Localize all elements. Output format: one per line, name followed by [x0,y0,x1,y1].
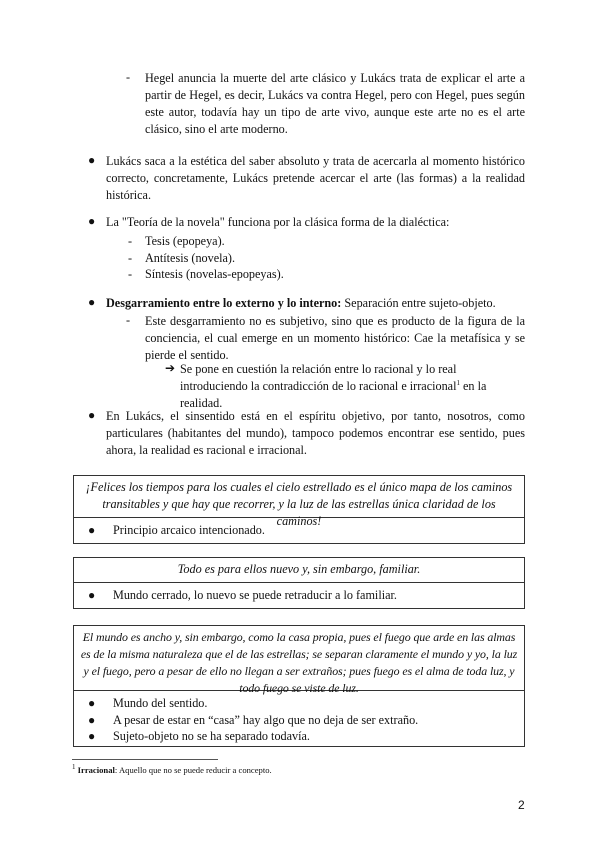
list-item-text: A pesar de estar en “casa” hay algo que no deja de ser extraño. [113,712,419,727]
list-item-text: Sujeto-objeto no se ha separado todavía. [113,729,310,743]
bullet-text: La "Teoría de la novela" funciona por la clásica forma de la dialéctica: [106,215,450,229]
list-item: ● Mundo cerrado, lo nuevo se puede retraducir a lo familiar. [88,588,397,602]
list-item: - Antítesis (novela). [128,250,236,265]
list-item-text: Síntesis (novelas-epopeyas). [145,267,284,281]
footnote-separator [72,759,218,760]
quote-box-1 [73,475,525,544]
intro-paragraph: Hegel anuncia la muerte del arte clásico y Lukács trata de explicar el arte a partir de Hegel, es decir, Lukács va contra Hegel, pero con Hegel, pues según este autor, todavía hay un tipo de arte vivo, aunque este arte no es el arte clásico, sino el arte moderno. [145,71,525,136]
dash-text: Este desgarramiento no es subjetivo, sino que es producto de la figura de la conciencia, el cual emerge en un momento histórico: Cae la metafísica y se pierde el sentido. [145,314,525,362]
list-item: ● A pesar de estar en “casa” hay algo que no deja de ser extraño. [88,712,419,727]
desgarramiento-dash-item [126,313,525,364]
bullet-item-aesthetics [88,153,525,204]
bold-term: Desgarramiento entre lo externo y lo interno: [106,296,342,310]
bullet-marker: ● [88,153,96,167]
quote-text: ¡Felices los tiempos para los cuales el cielo estrellado es el único mapa de los caminos transitables y que hay que recorrer, y la luz de las estrellas única claridad de los caminos! [85,480,513,528]
list-item-text: Mundo cerrado, lo nuevo se puede retraducir a lo familiar. [113,588,397,602]
list-item: ● Sujeto-objeto no se ha separado todavía. [88,729,310,743]
footnote-text: : Aquello que no se puede reducir a concepto. [114,765,272,775]
box-list [74,695,524,745]
arrow-item [165,361,525,412]
list-item: ● Principio arcaico intencionado. [88,523,265,537]
bullet-item-desgarramiento [88,295,525,410]
quote-box-2 [73,557,525,609]
footnote-ref[interactable]: 1 [456,378,460,387]
bullet-text-rest: Separación entre sujeto-objeto. [341,296,496,310]
intro-dash-item [126,70,525,138]
bullet-text [88,295,525,312]
quote-box-3 [73,625,525,747]
footnote [72,764,272,776]
divider [74,582,524,583]
list-item-text: Tesis (epopeya). [145,234,225,248]
list-item-text: Principio arcaico intencionado. [113,523,265,537]
list-item: - Tesis (epopeya). [128,234,225,248]
quote-text: El mundo es ancho y, sin embargo, como la casa propia, pues el fuego que arde en las almas es de la misma naturaleza que el de las estrellas; se separan claramente el mundo y yo, la luz y el fuego, pero a pesar de ello no llegan a ser extraños; pues fuego es el alma de toda luz, y todo fuego se viste de luz. [80,630,518,695]
bullet-marker: ● [88,214,96,228]
page-number: 2 [518,798,525,812]
bullet-text: Lukács saca a la estética del saber absoluto y trata de acercarla al momento histórico correcto, concretamente, Lukács pretende acercar el arte (las formas) a la realidad histórica. [106,154,525,202]
quote-text: Todo es para ellos nuevo y, sin embargo, familiar. [177,562,421,576]
box-list [74,587,524,604]
dialectic-sublist [126,233,525,283]
dash-marker: - [126,70,131,84]
list-item: ● Mundo del sentido. [88,696,208,710]
footnote-number: 1 [72,763,76,772]
bullet-text: En Lukács, el sinsentido está en el espíritu objetivo, por tanto, nosotros, como particulares (habitantes del mundo), tampoco podemos encontrar ese sentido, pues ahora, la realidad es racional e irracional. [106,409,525,457]
bullet-item-sinsentido [88,408,525,459]
arrow-right-icon: ➔ [165,361,176,375]
list-item-text: Antítesis (novela). [145,250,236,265]
bullet-item-dialectic [88,214,525,283]
dash-marker: - [126,313,131,327]
arrow-text: Se pone en cuestión la relación entre lo racional y lo real introduciendo la contradicción de lo racional e irracional$^1$ en la realidad. [180,362,487,410]
bullet-marker: ● [88,408,96,422]
footnote-term: Irracional [77,765,115,775]
bullet-marker: ● [88,295,96,309]
list-item: - Síntesis (novelas-epopeyas). [128,267,284,281]
box-list [74,522,524,539]
list-item-text: Mundo del sentido. [113,696,208,710]
